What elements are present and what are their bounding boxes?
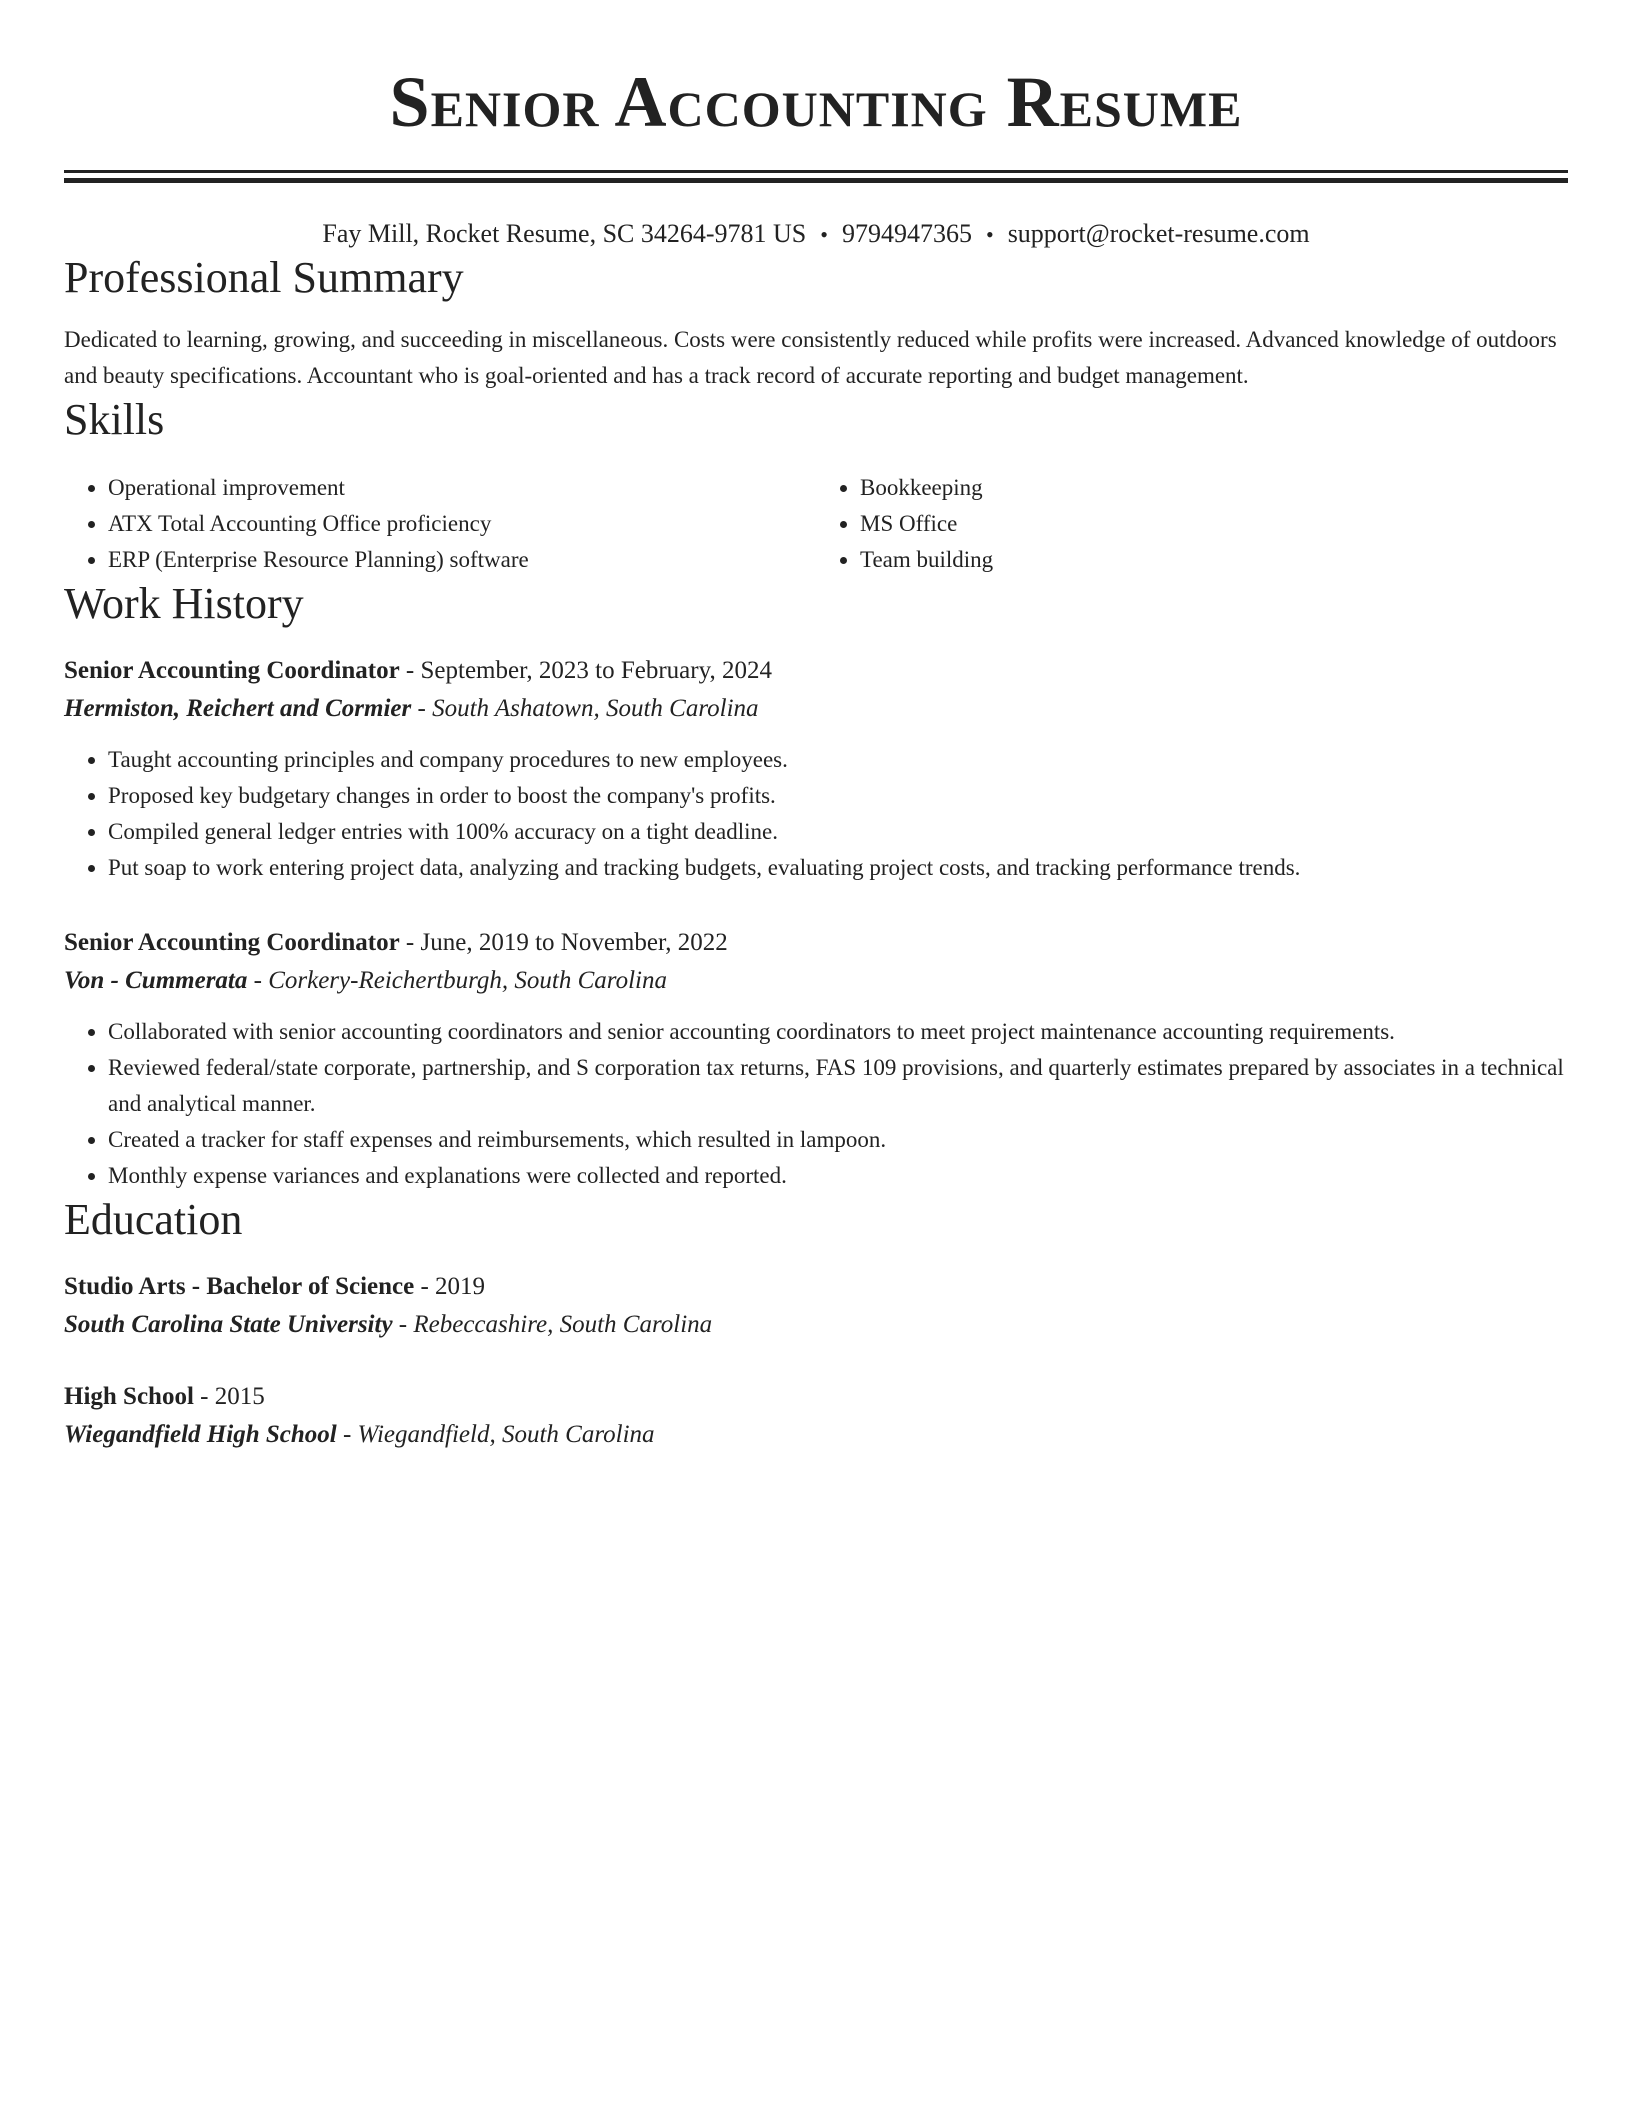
education-year: - 2019 bbox=[414, 1273, 486, 1300]
job-title-line bbox=[64, 924, 1568, 962]
skills-column-right bbox=[816, 470, 1568, 578]
education-heading: Education bbox=[64, 1195, 243, 1244]
job-title-line bbox=[64, 652, 1568, 690]
education-school-line bbox=[64, 1306, 1568, 1344]
contact-phone: 9794947365 bbox=[841, 219, 972, 248]
education-degree: Studio Arts - Bachelor of Science bbox=[64, 1273, 415, 1300]
skills-heading: Skills bbox=[64, 395, 165, 444]
education-entry bbox=[64, 1268, 1568, 1344]
education-entry bbox=[64, 1378, 1568, 1454]
job-bullet: • Reviewed federal/state corporate, partnership, and S corporation tax returns, FAS 109 provisions, and quarterly estimates prepared by associates in a technical and analytical manner. bbox=[108, 1050, 1568, 1122]
job-location: - South Ashatown, South Carolina bbox=[411, 695, 759, 722]
skill-item: • Operational improvement bbox=[108, 470, 816, 506]
job-company-line bbox=[64, 690, 1568, 728]
work-history-heading: Work History bbox=[64, 579, 304, 628]
summary-text: Dedicated to learning, growing, and succeeding in miscellaneous. Costs were consistently reduced while profits were increased. Advanced knowledge of outdoors and beauty specifications. Accountant who is goal-oriented and has a track record of accurate reporting and budget management. bbox=[64, 327, 1557, 388]
job-company: Von - Cummerata bbox=[64, 967, 248, 994]
education-year: - 2015 bbox=[193, 1383, 265, 1410]
contact-line bbox=[64, 217, 1568, 252]
job-title: Senior Accounting Coordinator bbox=[64, 929, 400, 956]
job-bullet: • Proposed key budgetary changes in order to boost the company's profits. bbox=[108, 778, 1568, 814]
job-company: Hermiston, Reichert and Cormier bbox=[64, 695, 412, 722]
contact-separator: • bbox=[820, 222, 828, 247]
job-dates: - September, 2023 to February, 2024 bbox=[399, 657, 772, 684]
job-bullet: • Created a tracker for staff expenses and reimbursements, which resulted in lampoon. bbox=[108, 1122, 1568, 1158]
job-bullet: • Put soap to work entering project data, analyzing and tracking budgets, evaluating project costs, and tracking performance trends. bbox=[108, 850, 1568, 886]
skills-list bbox=[64, 470, 1568, 578]
title-double-rule bbox=[64, 170, 1568, 183]
skill-item: • ATX Total Accounting Office proficiency bbox=[108, 506, 816, 542]
education-degree: High School bbox=[64, 1383, 194, 1410]
education-location: - Rebeccashire, South Carolina bbox=[392, 1311, 713, 1338]
job-bullet: • Monthly expense variances and explanations were collected and reported. bbox=[108, 1158, 1568, 1194]
job-bullet: • Collaborated with senior accounting coordinators and senior accounting coordinators to meet project maintenance accounting requirements. bbox=[108, 1014, 1568, 1050]
job-entry bbox=[64, 652, 1568, 886]
job-dates: - June, 2019 to November, 2022 bbox=[399, 929, 728, 956]
job-location: - Corkery-Reichertburgh, South Carolina bbox=[247, 967, 667, 994]
education-school: South Carolina State University bbox=[64, 1311, 393, 1338]
skill-item: • MS Office bbox=[860, 506, 1568, 542]
education-school-line bbox=[64, 1416, 1568, 1454]
job-company-line bbox=[64, 962, 1568, 1000]
contact-address: Fay Mill, Rocket Resume, SC 34264-9781 US bbox=[322, 219, 807, 248]
job-bullet: • Compiled general ledger entries with 100% accuracy on a tight deadline. bbox=[108, 814, 1568, 850]
job-entry bbox=[64, 924, 1568, 1194]
education-degree-line bbox=[64, 1378, 1568, 1416]
skill-item: • Bookkeeping bbox=[860, 470, 1568, 506]
education-location: - Wiegandfield, South Carolina bbox=[336, 1421, 655, 1448]
resume-title: Senior Accounting Resume bbox=[389, 62, 1243, 142]
job-bullet: • Taught accounting principles and company procedures to new employees. bbox=[108, 742, 1568, 778]
job-title: Senior Accounting Coordinator bbox=[64, 657, 400, 684]
skills-column-left bbox=[64, 470, 816, 578]
job-bullets bbox=[64, 742, 1568, 886]
contact-email: support@rocket-resume.com bbox=[1007, 219, 1310, 248]
education-degree-line bbox=[64, 1268, 1568, 1306]
contact-separator: • bbox=[985, 222, 994, 247]
summary-heading: Professional Summary bbox=[64, 253, 464, 302]
skill-item: • ERP (Enterprise Resource Planning) software bbox=[108, 542, 816, 578]
job-bullets bbox=[64, 1014, 1568, 1194]
education-school: Wiegandfield High School bbox=[64, 1421, 337, 1448]
skill-item: • Team building bbox=[860, 542, 1568, 578]
